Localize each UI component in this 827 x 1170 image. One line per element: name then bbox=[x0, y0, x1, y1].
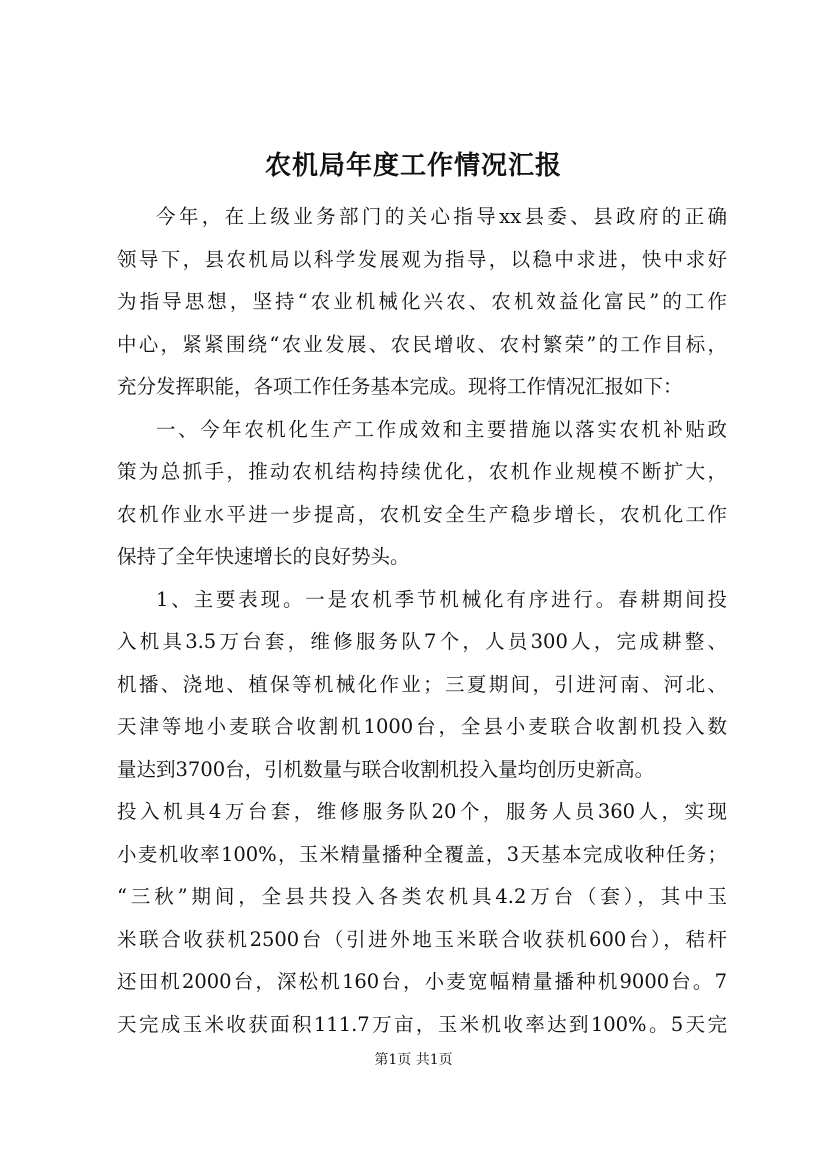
document-body bbox=[117, 196, 727, 1046]
page-number-footer: 第1页 共1页 bbox=[374, 1052, 453, 1068]
body-line: 天津等地小麦联合收割机1000台，全县小麦联合收割机投入数 bbox=[117, 715, 727, 738]
body-line: 策为总抓手，推动农机结构持续优化，农机作业规模不断扩大， bbox=[117, 460, 727, 483]
body-line: 充分发挥职能，各项工作任务基本完成。现将工作情况汇报如下： bbox=[117, 375, 683, 398]
body-line: 中心，紧紧围绕“农业发展、农民增收、农村繁荣”的工作目标， bbox=[117, 332, 727, 356]
body-line: 保持了全年快速增长的良好势头。 bbox=[117, 545, 410, 568]
body-line: 今年，在上级业务部门的关心指导xx县委、县政府的正确 bbox=[156, 205, 727, 228]
body-line: 领导下，县农机局以科学发展观为指导，以稳中求进，快中求好 bbox=[117, 247, 727, 271]
body-line: 小麦机收率100%，玉米精量播种全覆盖，3天基本完成收种任务； bbox=[117, 842, 727, 866]
body-line: 米联合收获机2500台（引进外地玉米联合收获机600台），秸杆 bbox=[117, 927, 727, 951]
body-line: 还田机2000台，深松机160台，小麦宽幅精量播种机9000台。7 bbox=[117, 970, 727, 993]
body-line: 量达到3700台，引机数量与联合收割机投入量均创历史新高。 bbox=[117, 757, 655, 781]
body-line: 为指导思想，坚持“农业机械化兴农、农机效益化富民”的工作 bbox=[117, 290, 727, 313]
body-line: 一、今年农机化生产工作成效和主要措施以落实农机补贴政 bbox=[156, 417, 727, 441]
body-line: 农机作业水平进一步提高，农机安全生产稳步增长，农机化工作 bbox=[117, 502, 727, 526]
body-line: 天完成玉米收获面积111.7万亩，玉米机收率达到100%。5天完 bbox=[117, 1012, 727, 1036]
body-line: 投入机具4万台套，维修服务队20个，服务人员360人，实现 bbox=[117, 800, 727, 823]
body-line: 1、主要表现。一是农机季节机械化有序进行。春耕期间投 bbox=[156, 587, 727, 611]
body-line: “三秋”期间，全县共投入各类农机具4.2万台（套），其中玉 bbox=[117, 885, 727, 908]
document-title: 农机局年度工作情况汇报 bbox=[264, 151, 562, 181]
body-line: 入机具3.5万台套，维修服务队7个，人员300人，完成耕整、 bbox=[117, 630, 727, 653]
body-line: 机播、浇地、植保等机械化作业；三夏期间，引进河南、河北、 bbox=[117, 672, 727, 696]
